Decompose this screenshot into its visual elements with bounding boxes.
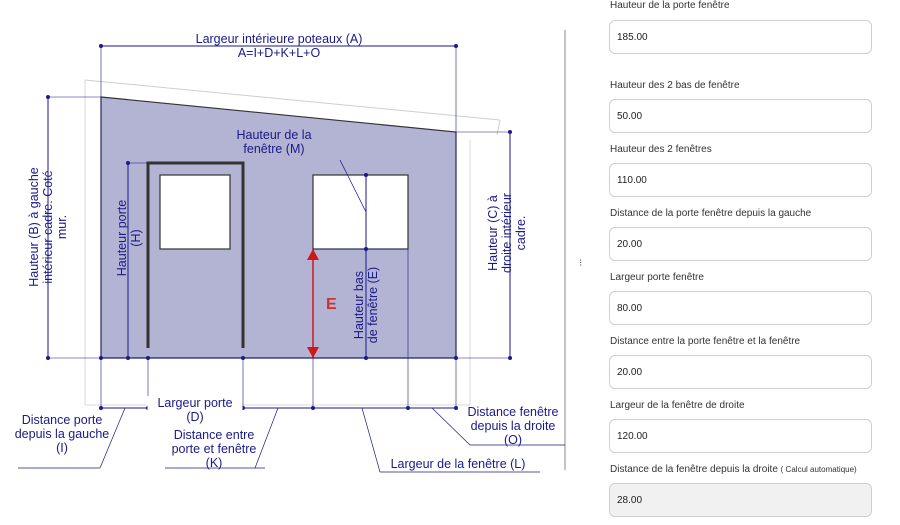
field-label-door-window-height: Hauteur de la porte fenêtre	[610, 0, 730, 11]
window-width-label: Largeur de la fenêtre (L)	[390, 457, 526, 471]
door-left-distance-label: Distance porte depuis la gauche (I)	[14, 413, 110, 455]
e-marker: E	[326, 296, 337, 313]
window-right-distance-label: Distance fenêtre depuis la droite (O)	[467, 405, 559, 447]
field-label-door-left-distance: Distance de la porte fenêtre depuis la gauche	[610, 208, 812, 219]
field-label-right-window-width: Largeur de la fenêtre de droite	[610, 400, 745, 411]
dimension-form	[600, 0, 900, 525]
divider-mark: ⁝	[579, 258, 583, 269]
window-right-distance-input[interactable]: 28.00	[609, 483, 872, 517]
right-window-width-input[interactable]: 120.00	[609, 419, 872, 453]
field-label-window-right-distance	[610, 464, 857, 475]
field-label-door-width: Largeur porte fenêtre	[610, 272, 704, 283]
top-title: Largeur intérieure poteaux (A)	[195, 32, 363, 46]
field-label-text: Distance de la fenêtre depuis la droite	[610, 464, 778, 475]
top-formula: A=I+D+K+L+O	[237, 46, 321, 60]
door-window-distance-label: Distance entre porte et fenêtre (K)	[171, 428, 257, 470]
field-label-window-bottom-height: Hauteur des 2 bas de fenêtre	[610, 80, 740, 91]
right-height-label: Hauteur (C) à droite intérieur cadre.	[486, 193, 528, 273]
door-height-label: Hauteur porte (H)	[115, 199, 143, 277]
door-window-height-input[interactable]: 185.00	[609, 20, 872, 54]
door-left-distance-input[interactable]: 20.00	[609, 227, 872, 261]
field-label-door-window-distance: Distance entre la porte fenêtre et la fenêtre	[610, 336, 801, 347]
window	[313, 175, 408, 249]
window-bottom-label: Hauteur bas de fenêtre (E)	[352, 266, 380, 344]
windows-height-input[interactable]: 110.00	[609, 163, 872, 197]
door-window	[160, 175, 230, 249]
field-label-windows-height: Hauteur des 2 fenêtres	[610, 144, 712, 155]
auto-calc-note: ( Calcul automatique)	[780, 465, 857, 474]
door-width-label: Largeur porte (D)	[148, 396, 243, 424]
window-height-label: Hauteur de la fenêtre (M)	[236, 128, 312, 156]
door-window-distance-input[interactable]: 20.00	[609, 355, 872, 389]
door-width-input[interactable]: 80.00	[609, 291, 872, 325]
window-bottom-height-input[interactable]: 50.00	[609, 99, 872, 133]
left-height-label: Hauteur (B) à gauche intérieur cadre. Coté mur.	[27, 167, 69, 287]
